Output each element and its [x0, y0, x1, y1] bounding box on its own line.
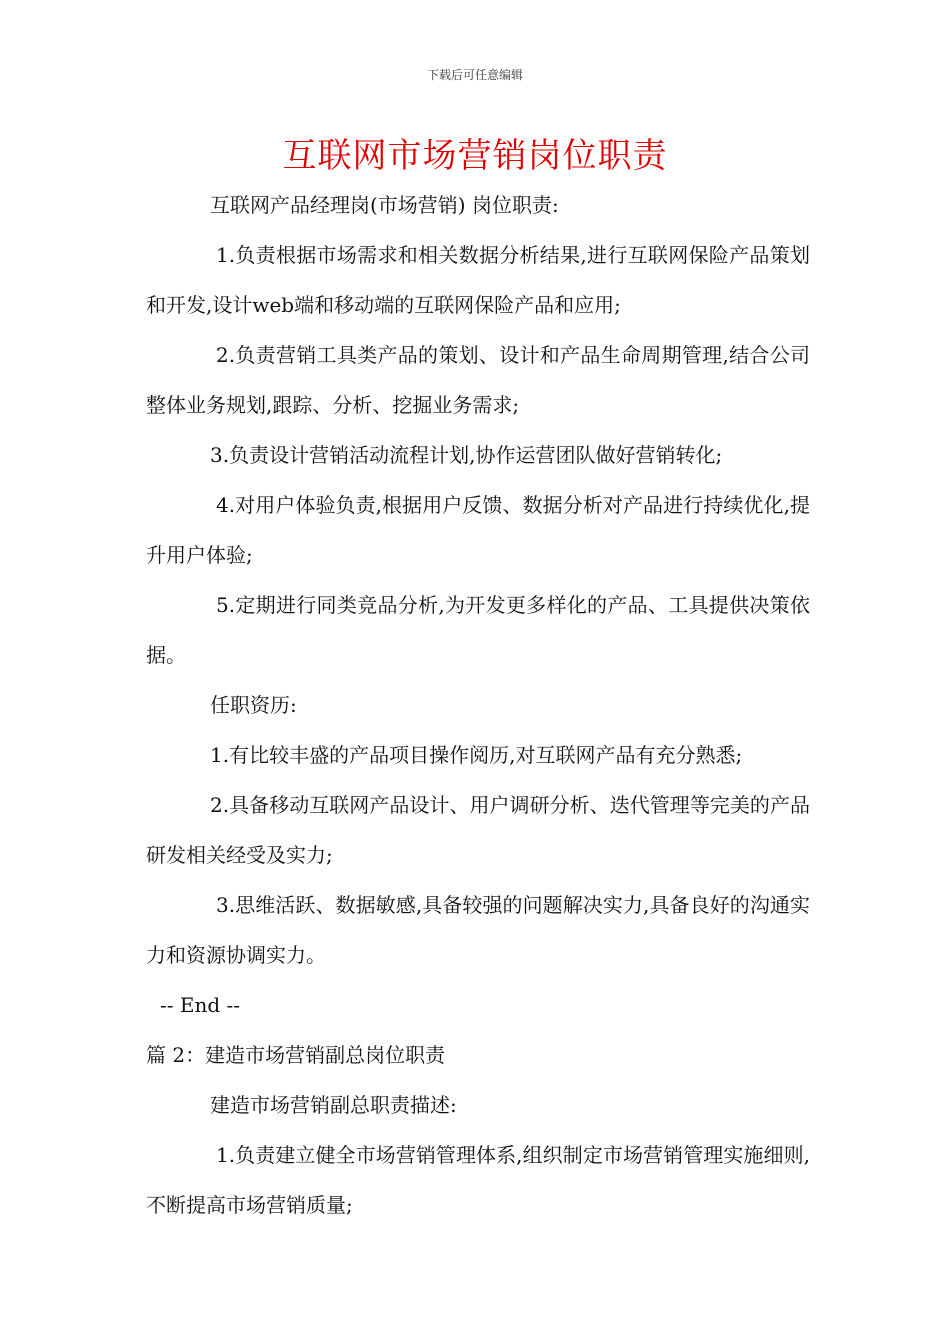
paragraph-qualification-2: 2.具备移动互联网产品设计、用户调研分析、迭代管理等完美的产品研发相关经受及实力;: [146, 793, 810, 867]
paragraph-duty-2: 2.负责营销工具类产品的策划、设计和产品生命周期管理,结合公司整体业务规划,跟踪、分析、挖掘业务需求;: [146, 343, 810, 417]
document-title: 互联网市场营销岗位职责: [282, 136, 668, 176]
paragraph-section-2-intro: 建造市场营销副总职责描述:: [210, 1093, 457, 1117]
paragraph-qualification-3: 3.思维活跃、数据敏感,具备较强的问题解决实力,具备良好的沟通实力和资源协调实力。: [146, 893, 810, 967]
paragraph-qualification-heading: 任职资历:: [210, 693, 297, 717]
section-2-heading: 篇 2：建造市场营销副总岗位职责: [146, 1043, 446, 1067]
document-body: [146, 180, 810, 1230]
paragraph-role-heading: 互联网产品经理岗(市场营销) 岗位职责:: [210, 193, 559, 217]
paragraph-duty-4: 4.对用户体验负责,根据用户反馈、数据分析对产品进行持续优化,提升用户体验;: [146, 493, 810, 567]
page-header-note: 下载后可任意编辑: [426, 68, 523, 82]
paragraph-duty-1: 1.负责根据市场需求和相关数据分析结果,进行互联网保险产品策划和开发,设计web端和移动端的互联网保险产品和应用;: [146, 243, 810, 317]
paragraph-qualification-1: 1.有比较丰盛的产品项目操作阅历,对互联网产品有充分熟悉;: [210, 743, 743, 767]
paragraph-duty-3: 3.负责设计营销活动流程计划,协作运营团队做好营销转化;: [210, 443, 723, 467]
paragraph-duty-5: 5.定期进行同类竞品分析,为开发更多样化的产品、工具提供决策依据。: [146, 593, 810, 667]
paragraph-section-2-duty-1: 1.负责建立健全市场营销管理体系,组织制定市场营销管理实施细则,不断提高市场营销质量;: [146, 1143, 810, 1217]
paragraph-end-marker: -- End --: [160, 993, 241, 1017]
